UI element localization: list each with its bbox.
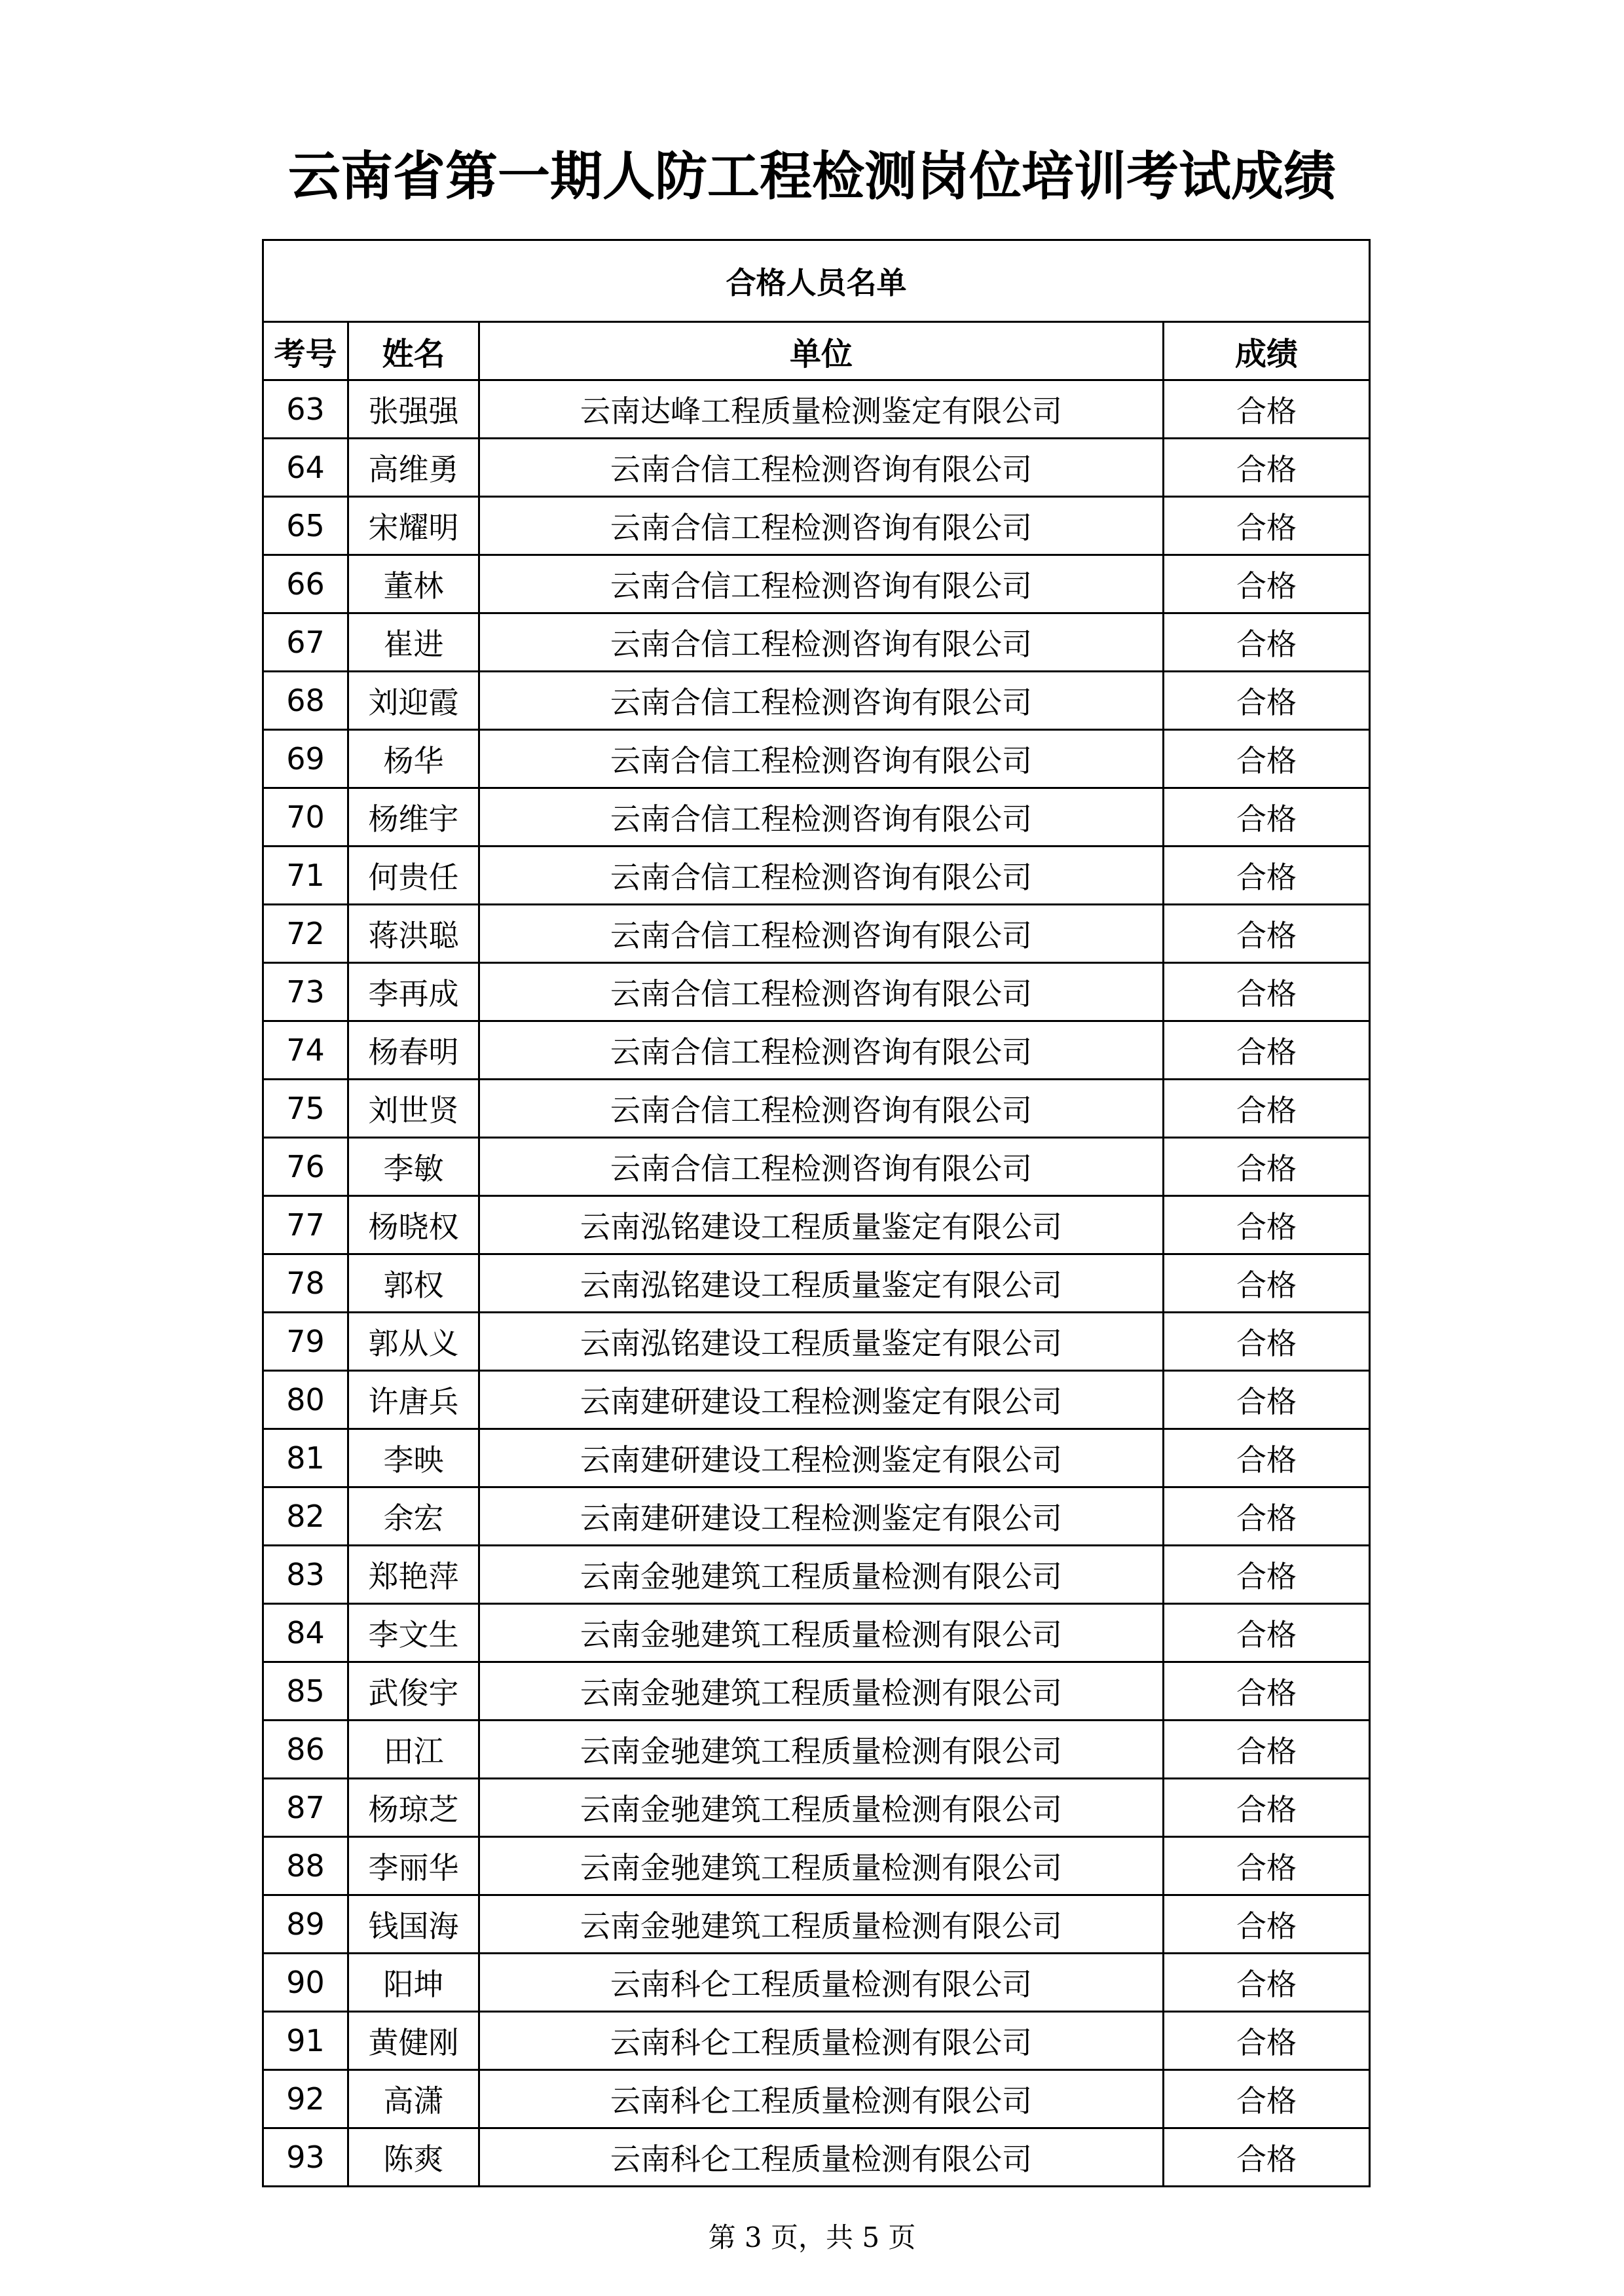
cell-name: 黄健刚 bbox=[348, 2012, 479, 2070]
cell-id: 86 bbox=[263, 1721, 348, 1779]
table-row bbox=[263, 1254, 1370, 1313]
cell-score: 合格 bbox=[1164, 497, 1370, 555]
cell-name: 田江 bbox=[348, 1721, 479, 1779]
table-row bbox=[263, 1487, 1370, 1546]
cell-id: 84 bbox=[263, 1604, 348, 1662]
cell-unit: 云南科仑工程质量检测有限公司 bbox=[479, 2070, 1164, 2128]
cell-id: 71 bbox=[263, 847, 348, 905]
cell-name: 宋耀明 bbox=[348, 497, 479, 555]
cell-name: 阳坤 bbox=[348, 1954, 479, 2012]
cell-id: 82 bbox=[263, 1487, 348, 1546]
cell-unit: 云南合信工程检测咨询有限公司 bbox=[479, 439, 1164, 497]
table-caption: 合格人员名单 bbox=[263, 240, 1370, 322]
cell-name: 高维勇 bbox=[348, 439, 479, 497]
table-row bbox=[263, 1371, 1370, 1429]
cell-unit: 云南金驰建筑工程质量检测有限公司 bbox=[479, 1721, 1164, 1779]
table-row bbox=[263, 1721, 1370, 1779]
cell-unit: 云南合信工程检测咨询有限公司 bbox=[479, 1021, 1164, 1080]
cell-id: 80 bbox=[263, 1371, 348, 1429]
table-row bbox=[263, 1021, 1370, 1080]
cell-name: 刘世贤 bbox=[348, 1080, 479, 1138]
table-row bbox=[263, 672, 1370, 730]
cell-name: 杨维宇 bbox=[348, 788, 479, 847]
cell-id: 66 bbox=[263, 555, 348, 613]
cell-unit: 云南合信工程检测咨询有限公司 bbox=[479, 963, 1164, 1021]
cell-name: 李映 bbox=[348, 1429, 479, 1487]
cell-score: 合格 bbox=[1164, 1604, 1370, 1662]
cell-unit: 云南科仑工程质量检测有限公司 bbox=[479, 2128, 1164, 2187]
cell-unit: 云南合信工程检测咨询有限公司 bbox=[479, 555, 1164, 613]
table-row bbox=[263, 1429, 1370, 1487]
table-row bbox=[263, 1895, 1370, 1954]
cell-name: 许唐兵 bbox=[348, 1371, 479, 1429]
cell-unit: 云南泓铭建设工程质量鉴定有限公司 bbox=[479, 1254, 1164, 1313]
cell-id: 73 bbox=[263, 963, 348, 1021]
header-score: 成绩 bbox=[1164, 322, 1370, 380]
cell-score: 合格 bbox=[1164, 1196, 1370, 1254]
cell-name: 武俊宇 bbox=[348, 1662, 479, 1721]
cell-score: 合格 bbox=[1164, 2012, 1370, 2070]
cell-unit: 云南合信工程检测咨询有限公司 bbox=[479, 847, 1164, 905]
cell-name: 李敏 bbox=[348, 1138, 479, 1196]
cell-score: 合格 bbox=[1164, 1254, 1370, 1313]
cell-unit: 云南合信工程检测咨询有限公司 bbox=[479, 905, 1164, 963]
page-footer: 第 3 页，共 5 页 bbox=[708, 2221, 916, 2253]
cell-unit: 云南合信工程检测咨询有限公司 bbox=[479, 1138, 1164, 1196]
cell-id: 78 bbox=[263, 1254, 348, 1313]
cell-unit: 云南合信工程检测咨询有限公司 bbox=[479, 1080, 1164, 1138]
cell-score: 合格 bbox=[1164, 1779, 1370, 1837]
cell-unit: 云南达峰工程质量检测鉴定有限公司 bbox=[479, 380, 1164, 439]
cell-name: 陈爽 bbox=[348, 2128, 479, 2187]
cell-name: 李文生 bbox=[348, 1604, 479, 1662]
page-title: 云南省第一期人防工程检测岗位培训考试成绩 bbox=[288, 146, 1336, 207]
cell-name: 李再成 bbox=[348, 963, 479, 1021]
table-row bbox=[263, 905, 1370, 963]
cell-name: 杨晓权 bbox=[348, 1196, 479, 1254]
table-row bbox=[263, 847, 1370, 905]
cell-unit: 云南建研建设工程检测鉴定有限公司 bbox=[479, 1429, 1164, 1487]
table-row bbox=[263, 730, 1370, 788]
header-name: 姓名 bbox=[348, 322, 479, 380]
cell-unit: 云南泓铭建设工程质量鉴定有限公司 bbox=[479, 1196, 1164, 1254]
cell-score: 合格 bbox=[1164, 1895, 1370, 1954]
table-body bbox=[263, 380, 1370, 2187]
table-row bbox=[263, 1196, 1370, 1254]
table-row bbox=[263, 1954, 1370, 2012]
results-table bbox=[262, 239, 1371, 2187]
cell-score: 合格 bbox=[1164, 1837, 1370, 1895]
cell-unit: 云南泓铭建设工程质量鉴定有限公司 bbox=[479, 1313, 1164, 1371]
table-row bbox=[263, 2070, 1370, 2128]
header-unit: 单位 bbox=[479, 322, 1164, 380]
table-row bbox=[263, 1662, 1370, 1721]
cell-name: 杨琼芝 bbox=[348, 1779, 479, 1837]
cell-id: 81 bbox=[263, 1429, 348, 1487]
table-row bbox=[263, 1604, 1370, 1662]
cell-score: 合格 bbox=[1164, 2070, 1370, 2128]
cell-id: 64 bbox=[263, 439, 348, 497]
header-id: 考号 bbox=[263, 322, 348, 380]
table-row bbox=[263, 497, 1370, 555]
cell-id: 75 bbox=[263, 1080, 348, 1138]
cell-unit: 云南金驰建筑工程质量检测有限公司 bbox=[479, 1779, 1164, 1837]
cell-name: 张强强 bbox=[348, 380, 479, 439]
cell-id: 67 bbox=[263, 613, 348, 672]
cell-score: 合格 bbox=[1164, 439, 1370, 497]
cell-score: 合格 bbox=[1164, 788, 1370, 847]
cell-id: 76 bbox=[263, 1138, 348, 1196]
cell-score: 合格 bbox=[1164, 905, 1370, 963]
cell-unit: 云南合信工程检测咨询有限公司 bbox=[479, 730, 1164, 788]
table-row bbox=[263, 788, 1370, 847]
table-row bbox=[263, 380, 1370, 439]
cell-score: 合格 bbox=[1164, 613, 1370, 672]
cell-score: 合格 bbox=[1164, 963, 1370, 1021]
cell-score: 合格 bbox=[1164, 380, 1370, 439]
cell-id: 77 bbox=[263, 1196, 348, 1254]
cell-name: 郭从义 bbox=[348, 1313, 479, 1371]
cell-unit: 云南科仑工程质量检测有限公司 bbox=[479, 2012, 1164, 2070]
cell-id: 88 bbox=[263, 1837, 348, 1895]
table-row bbox=[263, 2012, 1370, 2070]
cell-score: 合格 bbox=[1164, 1138, 1370, 1196]
cell-id: 92 bbox=[263, 2070, 348, 2128]
cell-score: 合格 bbox=[1164, 1080, 1370, 1138]
cell-id: 69 bbox=[263, 730, 348, 788]
cell-id: 93 bbox=[263, 2128, 348, 2187]
cell-score: 合格 bbox=[1164, 1662, 1370, 1721]
table-row bbox=[263, 555, 1370, 613]
cell-id: 65 bbox=[263, 497, 348, 555]
table-row bbox=[263, 439, 1370, 497]
table-row bbox=[263, 1837, 1370, 1895]
table-row bbox=[263, 1080, 1370, 1138]
cell-score: 合格 bbox=[1164, 1487, 1370, 1546]
cell-id: 89 bbox=[263, 1895, 348, 1954]
cell-id: 72 bbox=[263, 905, 348, 963]
cell-score: 合格 bbox=[1164, 1021, 1370, 1080]
cell-unit: 云南金驰建筑工程质量检测有限公司 bbox=[479, 1546, 1164, 1604]
cell-unit: 云南金驰建筑工程质量检测有限公司 bbox=[479, 1895, 1164, 1954]
cell-id: 85 bbox=[263, 1662, 348, 1721]
cell-score: 合格 bbox=[1164, 1429, 1370, 1487]
cell-id: 83 bbox=[263, 1546, 348, 1604]
cell-name: 蒋洪聪 bbox=[348, 905, 479, 963]
cell-score: 合格 bbox=[1164, 1313, 1370, 1371]
cell-id: 68 bbox=[263, 672, 348, 730]
cell-unit: 云南建研建设工程检测鉴定有限公司 bbox=[479, 1487, 1164, 1546]
cell-id: 87 bbox=[263, 1779, 348, 1837]
table-row bbox=[263, 1546, 1370, 1604]
cell-name: 董林 bbox=[348, 555, 479, 613]
cell-score: 合格 bbox=[1164, 730, 1370, 788]
cell-name: 何贵任 bbox=[348, 847, 479, 905]
table-row bbox=[263, 963, 1370, 1021]
table-row bbox=[263, 1779, 1370, 1837]
cell-id: 91 bbox=[263, 2012, 348, 2070]
cell-name: 高潇 bbox=[348, 2070, 479, 2128]
cell-score: 合格 bbox=[1164, 1546, 1370, 1604]
cell-name: 崔进 bbox=[348, 613, 479, 672]
cell-name: 李丽华 bbox=[348, 1837, 479, 1895]
cell-name: 杨华 bbox=[348, 730, 479, 788]
cell-id: 74 bbox=[263, 1021, 348, 1080]
cell-score: 合格 bbox=[1164, 1721, 1370, 1779]
cell-name: 余宏 bbox=[348, 1487, 479, 1546]
cell-score: 合格 bbox=[1164, 555, 1370, 613]
cell-name: 刘迎霞 bbox=[348, 672, 479, 730]
table-row bbox=[263, 1138, 1370, 1196]
cell-name: 郭权 bbox=[348, 1254, 479, 1313]
cell-score: 合格 bbox=[1164, 1371, 1370, 1429]
cell-unit: 云南建研建设工程检测鉴定有限公司 bbox=[479, 1371, 1164, 1429]
header-row bbox=[263, 322, 1370, 380]
cell-id: 90 bbox=[263, 1954, 348, 2012]
cell-id: 79 bbox=[263, 1313, 348, 1371]
table-row bbox=[263, 613, 1370, 672]
cell-id: 70 bbox=[263, 788, 348, 847]
cell-unit: 云南合信工程检测咨询有限公司 bbox=[479, 497, 1164, 555]
cell-unit: 云南金驰建筑工程质量检测有限公司 bbox=[479, 1837, 1164, 1895]
cell-unit: 云南金驰建筑工程质量检测有限公司 bbox=[479, 1604, 1164, 1662]
table-row bbox=[263, 2128, 1370, 2187]
cell-name: 郑艳萍 bbox=[348, 1546, 479, 1604]
cell-unit: 云南科仑工程质量检测有限公司 bbox=[479, 1954, 1164, 2012]
cell-score: 合格 bbox=[1164, 847, 1370, 905]
cell-score: 合格 bbox=[1164, 1954, 1370, 2012]
cell-id: 63 bbox=[263, 380, 348, 439]
cell-unit: 云南金驰建筑工程质量检测有限公司 bbox=[479, 1662, 1164, 1721]
cell-unit: 云南合信工程检测咨询有限公司 bbox=[479, 613, 1164, 672]
cell-score: 合格 bbox=[1164, 2128, 1370, 2187]
cell-name: 钱国海 bbox=[348, 1895, 479, 1954]
cell-name: 杨春明 bbox=[348, 1021, 479, 1080]
table-row bbox=[263, 1313, 1370, 1371]
cell-score: 合格 bbox=[1164, 672, 1370, 730]
cell-unit: 云南合信工程检测咨询有限公司 bbox=[479, 672, 1164, 730]
cell-unit: 云南合信工程检测咨询有限公司 bbox=[479, 788, 1164, 847]
